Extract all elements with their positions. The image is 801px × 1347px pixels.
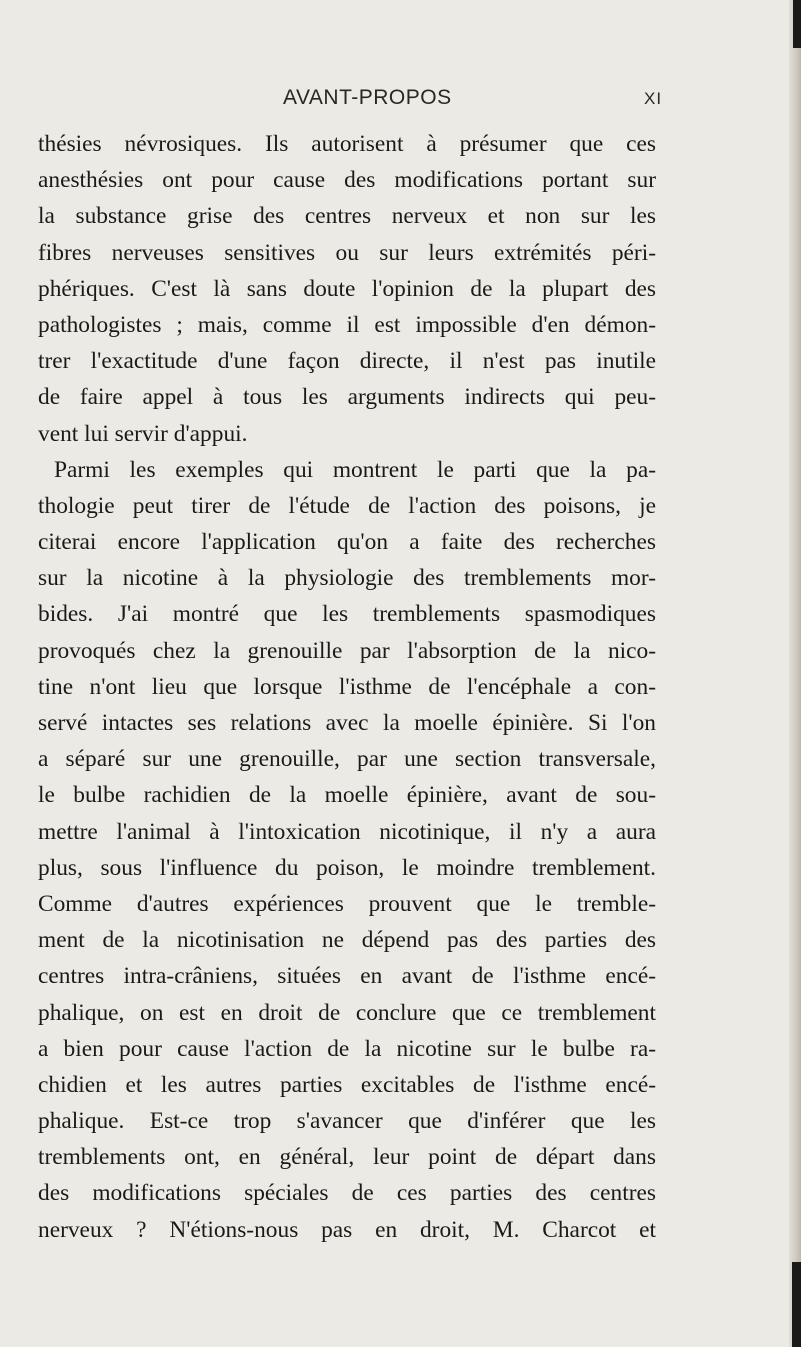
text-line: de faire appel à tous les arguments indirects qui peu- [38,384,656,411]
text-line: le bulbe rachidien de la moelle épinière, avant de sou- [38,782,656,809]
text-line: phériques. C'est là sans doute l'opinion de la plupart des [38,275,656,302]
text-line: sur la nicotine à la physiologie des tremblements mor- [38,565,656,592]
text-line: thologie peut tirer de l'étude de l'action des poisons, je [38,492,656,519]
running-title: AVANT-PROPOS [283,86,452,109]
text-line: centres intra-crâniens, situées en avant de l'isthme encé- [38,963,656,990]
text-line: citerai encore l'application qu'on a faite des recherches [38,529,656,556]
text-line: servé intactes ses relations avec la moelle épinière. Si l'on [38,710,656,736]
text-line: trer l'exactitude d'une façon directe, il n'est pas inutile [38,348,656,375]
text-line: ment de la nicotinisation ne dépend pas des parties des [38,927,656,954]
text-line: des modifications spéciales de ces parties des centres [38,1180,656,1207]
text-line: mettre l'animal à l'intoxication nicotinique, il n'y a aura [38,818,656,845]
text-line: phalique, on est en droit de conclure que ce tremblement [38,999,656,1026]
text-line: tremblements ont, en général, leur point de départ dans [38,1144,656,1171]
body-text [38,126,656,1248]
text-line: provoqués chez la grenouille par l'absorption de la nico- [38,637,656,664]
text-line: tine n'ont lieu que lorsque l'isthme de l'encéphale a con- [38,673,656,700]
text-line: plus, sous l'influence du poison, le moindre tremblement. [38,854,656,881]
text-line: thésies névrosiques. Ils autorisent à présumer que ces [38,131,656,157]
text-line: a bien pour cause l'action de la nicotine sur le bulbe ra- [38,1035,656,1062]
text-line: a séparé sur une grenouille, par une section transversale, [38,746,656,773]
text-line: bides. J'ai montré que les tremblements spasmodiques [38,601,656,628]
page-number: XI [644,89,663,108]
text-line: fibres nerveuses sensitives ou sur leurs extrémités péri- [38,239,656,266]
page-edge-mark-bottom [792,1262,801,1347]
text-line: Parmi les exemples qui montrent le parti que la pa- [54,456,656,483]
text-line: vent lui servir d'appui. [38,420,248,447]
text-line: chidien et les autres parties excitables de l'isthme encé- [38,1071,656,1098]
page-edge [789,0,801,1347]
text-line: pathologistes ; mais, comme il est impossible d'en démon- [38,311,656,338]
text-line: nerveux ? N'étions-nous pas en droit, M. Charcot et [38,1216,656,1243]
text-line: anesthésies ont pour cause des modifications portant sur [38,167,656,194]
text-line: la substance grise des centres nerveux et non sur les [38,203,656,230]
page-edge-mark-top [793,0,801,48]
text-line: phalique. Est-ce trop s'avancer que d'inférer que les [38,1108,656,1135]
running-head [0,86,801,116]
text-line: Comme d'autres expériences prouvent que le tremble- [38,890,656,917]
